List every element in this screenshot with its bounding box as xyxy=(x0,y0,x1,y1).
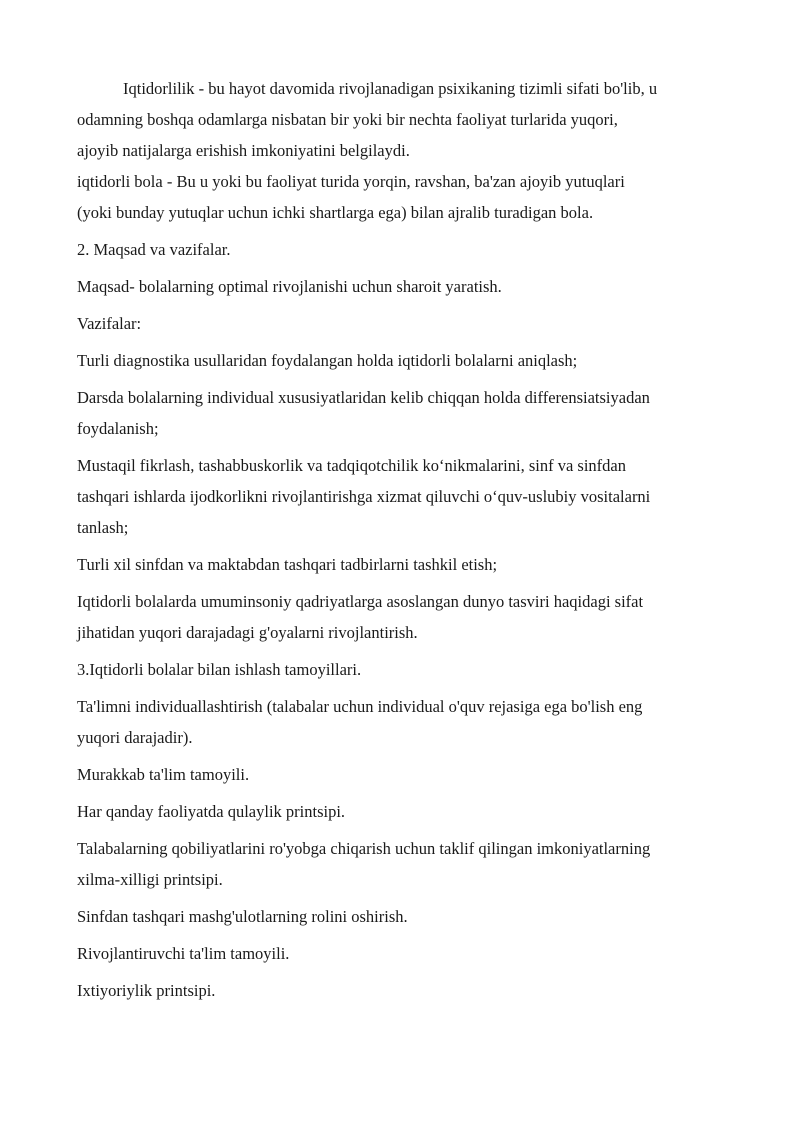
text-line: Ta'limni individuallashtirish (talabalar uchun individual o'quv rejasiga ega bo'lish eng xyxy=(77,697,643,716)
text-line: Turli diagnostika usullaridan foydalangan holda iqtidorli bolalarni aniqlash; xyxy=(77,351,578,370)
text-line: Darsda bolalarning individual xususiyatlaridan kelib chiqqan holda differensiatsiyadan xyxy=(77,388,650,407)
text-line: Murakkab ta'lim tamoyili. xyxy=(77,765,250,784)
task-item xyxy=(77,345,737,376)
text-line: iqtidorli bola - Bu u yoki bu faoliyat turida yorqin, ravshan, ba'zan ajoyib yutuqlari xyxy=(77,172,625,191)
task-item xyxy=(77,586,737,648)
text-line: foydalanish; xyxy=(77,419,159,438)
text-line: (yoki bunday yutuqlar uchun ichki shartlarga ega) bilan ajralib turadigan bola. xyxy=(77,203,594,222)
text-line: Talabalarning qobiliyatlarini ro'yobga chiqarish uchun taklif qilingan imkoniyatlarning xyxy=(77,839,651,858)
text-line: Ixtiyoriylik printsipi. xyxy=(77,981,216,1000)
text-line: Har qanday faoliyatda qulaylik printsipi. xyxy=(77,802,346,821)
text-line: 3.Iqtidorli bolalar bilan ishlash tamoyillari. xyxy=(77,660,362,679)
text-line: Iqtidorlilik - bu hayot davomida rivojlanadigan psixikaning tizimli sifati bo'lib, u xyxy=(123,79,658,98)
text-line: odamning boshqa odamlarga nisbatan bir yoki bir nechta faoliyat turlarida yuqori, xyxy=(77,110,618,129)
text-line: jihatidan yuqori darajadagi g'oyalarni rivojlantirish. xyxy=(77,623,418,642)
text-line: Mustaqil fikrlash, tashabbuskorlik va tadqiqotchilik ko‘nikmalarini, sinf va sinfdan xyxy=(77,456,626,475)
text-line: Vazifalar: xyxy=(77,314,142,333)
text-line: Maqsad- bolalarning optimal rivojlanishi uchun sharoit yaratish. xyxy=(77,277,502,296)
text-line: xilma-xilligi printsipi. xyxy=(77,870,223,889)
section-heading-principles xyxy=(77,654,737,685)
text-line: Sinfdan tashqari mashg'ulotlarning rolini oshirish. xyxy=(77,907,408,926)
principle-item xyxy=(77,938,737,969)
principle-item xyxy=(77,796,737,827)
text-line: yuqori darajadir). xyxy=(77,728,193,747)
tasks-label xyxy=(77,308,737,339)
text-line: Iqtidorli bolalarda umuminsoniy qadriyatlarga asoslangan dunyo tasviri haqidagi sifat xyxy=(77,592,644,611)
principle-item xyxy=(77,833,737,895)
text-line: Rivojlantiruvchi ta'lim tamoyili. xyxy=(77,944,290,963)
document-body xyxy=(77,73,737,1006)
principle-item xyxy=(77,901,737,932)
principle-item xyxy=(77,691,737,753)
text-line: Turli xil sinfdan va maktabdan tashqari tadbirlarni tashkil etish; xyxy=(77,555,498,574)
paragraph-giftedness-definition xyxy=(77,73,737,166)
task-item xyxy=(77,450,737,543)
text-line: tanlash; xyxy=(77,518,129,537)
task-item xyxy=(77,549,737,580)
task-item xyxy=(77,382,737,444)
paragraph-gifted-child-definition xyxy=(77,166,737,228)
text-line: tashqari ishlarda ijodkorlikni rivojlantirishga xizmat qiluvchi o‘quv-uslubiy vositalarni xyxy=(77,487,651,506)
principle-item xyxy=(77,759,737,790)
principle-item xyxy=(77,975,737,1006)
text-line: 2. Maqsad va vazifalar. xyxy=(77,240,231,259)
section-heading-goals xyxy=(77,234,737,265)
paragraph-goal xyxy=(77,271,737,302)
text-line: ajoyib natijalarga erishish imkoniyatini belgilaydi. xyxy=(77,141,410,160)
